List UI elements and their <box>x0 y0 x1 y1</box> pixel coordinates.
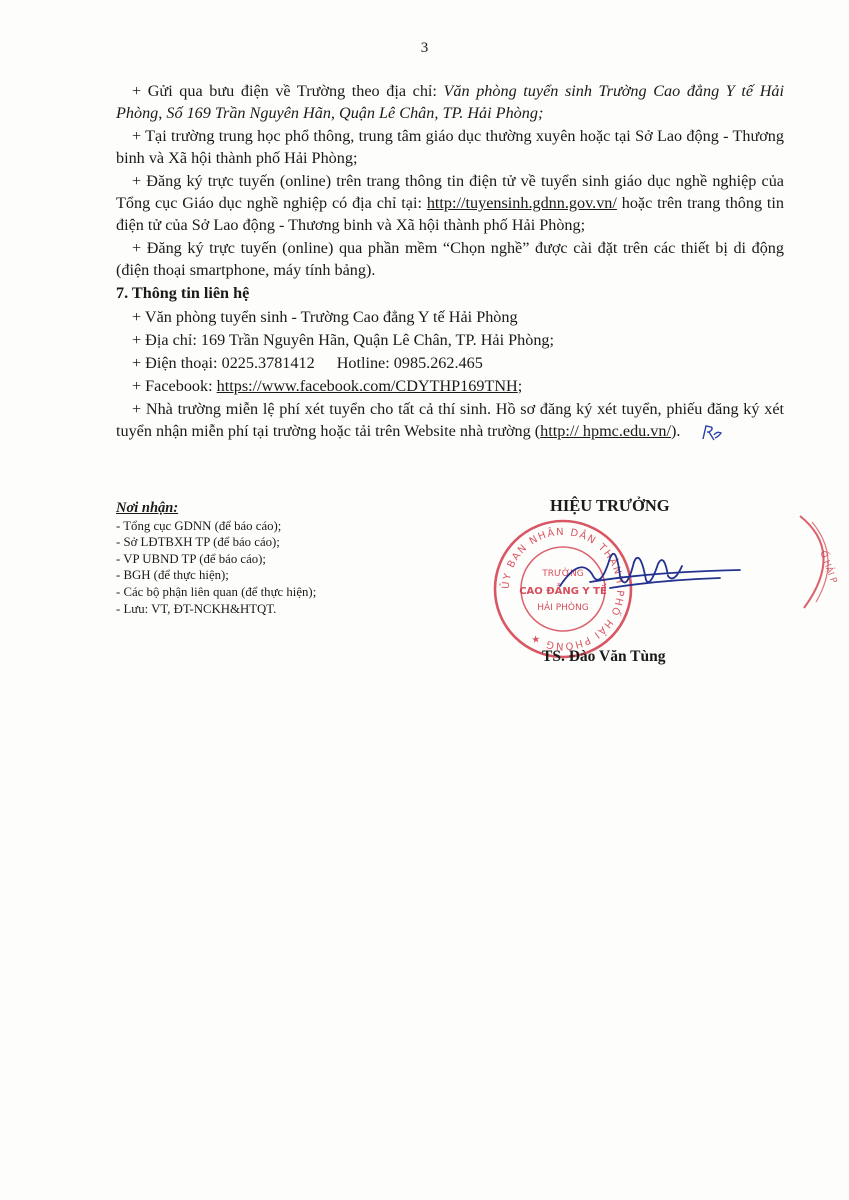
paragraph-schools: + Tại trường trung học phổ thông, trung tâm giáo dục thường xuyên hoặc tại Sở Lao động - Thương binh và Xã hội thành phố Hải Phòng; <box>116 127 784 167</box>
recipient-item: - BGH (để thực hiện); <box>116 568 229 583</box>
contact-phone-line <box>116 352 784 374</box>
document-body <box>116 80 784 443</box>
section-heading-contact: 7. Thông tin liên hệ <box>116 284 250 302</box>
online-registration-suffix: hoặc trên trang thông tin điện tử của Sở Lao động - Thương binh và Xã hội thành phố Hải Phòng; <box>116 194 784 234</box>
handwritten-signature <box>550 536 750 606</box>
svg-text:CAO ĐẲNG Y TẾ: CAO ĐẲNG Y TẾ <box>519 586 607 597</box>
contact-address: + Địa chỉ: 169 Trần Nguyên Hãn, Quận Lê Chân, TP. Hải Phòng; <box>132 331 555 349</box>
page-number: 3 <box>420 40 429 56</box>
post-office-label: + Gửi qua bưu điện về Trường theo địa chỉ: <box>132 82 444 100</box>
recipient-item: - Các bộ phận liên quan (để thực hiện); <box>116 584 317 599</box>
post-office-address: Văn phòng tuyển sinh Trường Cao đẳng Y tế Hải Phòng, Số 169 Trần Nguyên Hãn, Quận Lê Chân, TP. Hải Phòng; <box>116 82 784 122</box>
signer-name: TS. Đào Văn Tùng <box>542 648 666 665</box>
fee-waiver-suffix: ). <box>671 422 681 440</box>
paragraph-post-office <box>116 80 784 124</box>
contact-phone: + Điện thoại: 0225.3781412 <box>132 354 315 372</box>
website-link[interactable]: http:// hpmc.edu.vn/ <box>540 422 671 440</box>
recipients-block <box>116 500 416 617</box>
gdnn-link[interactable]: http://tuyensinh.gdnn.gov.vn/ <box>426 194 617 212</box>
recipients-title: Nơi nhận: <box>116 500 179 516</box>
recipient-item: - VP UBND TP (để báo cáo); <box>116 551 266 566</box>
contact-facebook-line <box>116 375 784 397</box>
recipient-item: - Sở LĐTBXH TP (để báo cáo); <box>116 535 280 550</box>
svg-text:HẢI PHÒNG: HẢI PHÒNG <box>537 603 589 613</box>
paragraph-fee-waiver <box>116 398 784 442</box>
facebook-link[interactable]: https://www.facebook.com/CDYTHP169TNH <box>216 377 518 395</box>
contact-hotline: Hotline: 0985.262.465 <box>336 354 483 372</box>
facebook-label: + Facebook: <box>132 377 217 395</box>
partial-seal-edge <box>790 512 849 612</box>
svg-text:Ố HẢI P: Ố HẢI P <box>817 549 839 585</box>
recipient-item: - Tổng cục GDNN (để báo cáo); <box>116 518 282 533</box>
fee-waiver-text: + Nhà trường miễn lệ phí xét tuyển cho tất cả thí sinh. Hồ sơ đăng ký xét tuyển, phiếu đăng ký xét tuyển nhận miễn phí tại trường hoặc tải trên Website nhà trường ( <box>116 400 784 440</box>
paragraph-online-registration <box>116 170 784 236</box>
signer-title: HIỆU TRƯỞNG <box>550 496 670 515</box>
paragraph-mobile-app: + Đăng ký trực tuyến (online) qua phần mềm “Chọn nghề” được cài đặt trên các thiết bị di động (điện thoại smartphone, máy tính bảng). <box>116 239 784 279</box>
contact-office: + Văn phòng tuyển sinh - Trường Cao đẳng Y tế Hải Phòng <box>132 308 518 326</box>
signature-block <box>480 496 750 676</box>
facebook-suffix: ; <box>517 377 523 395</box>
svg-text:TRƯỜNG: TRƯỜNG <box>542 569 584 579</box>
online-registration-text: + Đăng ký trực tuyến (online) trên trang thông tin điện tử về tuyển sinh giáo dục nghề nghiệp của Tổng cục Giáo dục nghề nghiệp có địa chỉ tại: <box>116 172 784 212</box>
recipient-item: - Lưu: VT, ĐT-NCKH&HTQT. <box>116 601 277 616</box>
svg-text:ỦY BAN NHÂN DÂN THÀNH PHỐ HẢI: ỦY BAN NHÂN DÂN THÀNH PHỐ HẢI PHÒNG ★ <box>500 526 626 652</box>
initials-mark <box>684 423 708 441</box>
